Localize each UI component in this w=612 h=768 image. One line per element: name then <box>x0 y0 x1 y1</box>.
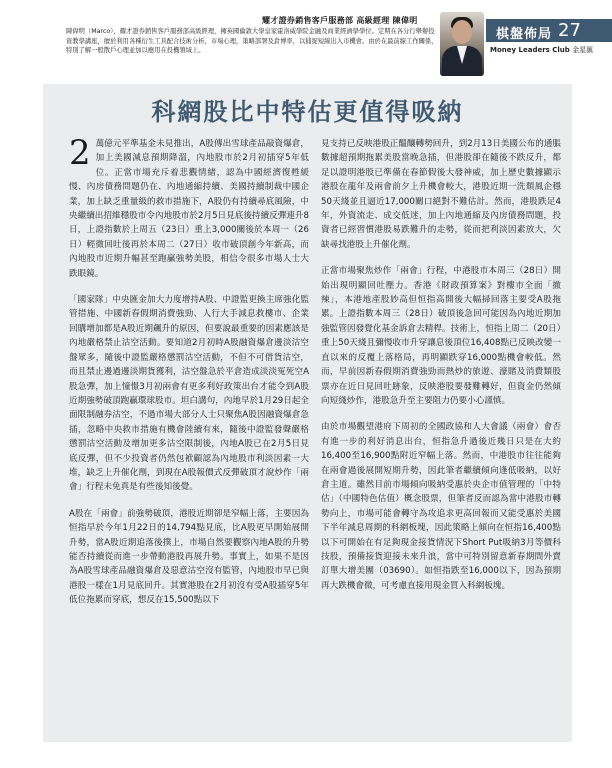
article-panel <box>43 84 572 742</box>
paragraph: 正當市場聚焦炒作「兩會」行程，中港股市本周三（28日）開始出現明顯回吐壓力。香港《財政預算案》對樓市全面「撤辣」，本港地產股妙高但恒指高開後大幅掃回落主要受A股拖累。上證指數本周三（28日）破頂後急回可能因為內地近期加強監管因發覺化基金訴倉去精桿。技術上，恒指上周二（20日）重上50天綫且彌慢收市升穿讓息後頂位16,408點已反映改變一直以來的反覆上落格局，再明顯跌穿16,000點機會較低。然而，早前因新春假期消費強勁而熱炒的旅遊、濠賭及消費類股票亦在近日見回吐跡象，反映港股要發難轉好，但資金仍然傾向短綫炒作，港股急升至主要阻力仍要小心謹慎。 <box>321 266 561 406</box>
paragraph: 由於市場觀望港府下周初的全國政協和人大會議（兩會）會否有進一步的利好消息出台，恒指急升過後近幾日只是在大約16,400至16,900點附近窄幅上落。然而，中港股市往往能夠在兩會過後展開短期升勢，因此筆者繼續傾向逢低吸納，以好倉主道。雖然目前市場傾向吸納受惠於央企市值管理的「中特估」（中國特色估值）概念股票，但筆者反而認為當中港股市轉勢向上，市場可能會轉守為攻追求更高回報而又能受惠於美國下半年減息周期的科網板塊，因此策略上傾向在恒指16,400點以下可開始在有足夠現金接貨情況下Short Put吸納3月等價科技股，預備接貨迎接未來升浪，當中可特別留意新春期間外賣訂單大增美團（03690）。如恒指跌至16,000以下，因為預期再大跌機會微，可考慮直接用現金買入科網板塊。 <box>321 422 561 591</box>
page-number: 27 <box>558 20 581 41</box>
club-suffix: 金星匯 <box>572 46 594 54</box>
club-name <box>490 45 593 55</box>
paragraph-text: 萬億元平準基金未見推出，A股傳出雪球產品敲資爆倉，加上美國減息預期降溫，內地股市於2月初插穿5年低位。正當市場充斥着悲觀情緒，認為中國經濟復甦緩慢、內房債務問題仍在、內地通縮持續、美國持續制裁中國企業，加上缺乏重量級的救市措施下，A股仍有持續尋底風險，中央繼續出招維穩股市令內地股市於2月5日見底後持續反彈連升8日，上證指數於上周五（23日）重上3,000關後於本周一（26日）輕微回吐後再於本周二（27日）收市破頂創今年新高，而內地股市近期升幅甚至跑贏強勢美股，相信令很多市場人士大跌眼鏡。 <box>69 139 309 279</box>
page-header <box>0 0 612 78</box>
paragraph: 見支持已反映港股正醞釀轉勢回升，到2月13日美國公布的通脹數據超預期拖累美股當晚急插，但港股卻在隨後不跌反升，都足以證明港股已準備在春節假後大發神威，加上歷史數據顯示港股在龍年及兩會前夕上升機會較大，港股近期一洗頹風企穩50天綫並且逼近17,000關口絕對不難估計。然而，港股跌足4年，外資流走、成交低迷，加上內地通縮及內房債務問題，投資者已經習慣港股易跌難升的走勢，從而把利淡因素放大，欠缺尋找港股上升催化劑。 <box>321 139 561 250</box>
author-role: 耀才證券銷售客戶服務部 高級經理 陳偉明 <box>262 16 418 25</box>
author-bio: 陳偉明（Marco），耀才證券銷售客戶服務部高級經理，擁英國倫敦大學皇家霍洛威學院金融及商業經濟學學位。定期在各分行舉辦投資教學講座，擅於利用各種衍生工具配合技術分析，市場心理，策略部署及倉博率，以捕捉短線出入市機會。由於在最前線工作關係，特別了解一般散戶心理並加以應用在投機領域上。 <box>66 28 438 55</box>
dropcap: 2 <box>69 133 91 173</box>
paragraph <box>69 133 309 281</box>
paragraph: 「國家隊」中央匯金加大力度增持A股、中證監更換主席強化監管措施、中國新春假期消費強勁、人行大手減息救樓市、企業回購增加都是A股近期飆升的原因，但要說最重要的因素應該是內地嚴格禁止沽空活動。要知道2月初時A股融資爆倉邊淡沽空盤眾多，隨後中證監嚴格懲罰沽空活動，不但不可借貨沽空，而且禁止邊過邊淡期貨獲利，沽空盤急於平倉造成淡淡冤死空A股急彈，加上憧憬3月初兩會有更多利好政策出台才能令到A股近期強勢破頂跑贏環球股市。坦白講句，內地早於1月29日起全面限制融券沽空，不過市場大部分人士只聚焦A股因融資爆倉急插，忽略中央救市措施有機會陸續有來，隨後中證監發聲嚴格懲罰沽空活動及增加更多沽空限制後，內地A股已在2月5日見底反彈，但不少投資者仍然包袱顧認為內地股市利淡因素一大堆，缺乏上升催化劑，到現在A股報價式反彈破頂才說炒作「兩會」行程未免真是有些後知後覺。 <box>69 295 309 493</box>
club-name-text: Money Leaders Club <box>490 46 570 54</box>
article-column-left <box>69 133 309 620</box>
article-column-right <box>321 137 561 605</box>
column-name: 棋盤佈局 <box>496 27 553 42</box>
article-title: 科網股比中特估更值得吸納 <box>151 97 464 126</box>
paragraph: A股在「兩會」前強勢破頂，港股近期卻是窄幅上落，主要因為恒指早於今年1月22日的14,794點見底，比A股更早開始展開升勢，當A股近期追落後撲上，市場自然要觀察內地A股的升勢能否持續從而進一步帶動港股再展升勢。事實上，如果不是因為A股雪球產品融資爆倉及惡意沽空沒有監管，內地股市早已與港股一樣在1月見底回升。其實港股在2月初沒有受A股插穿5年低位拖累而穿底，想反在15,500點以下 <box>69 508 309 606</box>
author-photo <box>440 12 484 76</box>
column-tab <box>486 19 612 42</box>
